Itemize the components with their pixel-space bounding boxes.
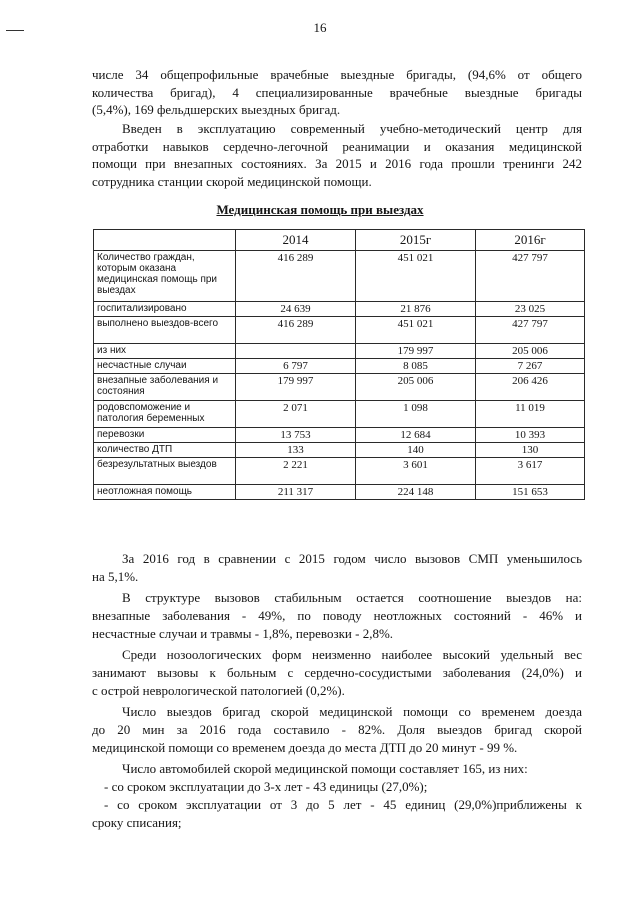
row-label: внезапные заболевания и состояния bbox=[94, 374, 236, 401]
value-2015: 224 148 bbox=[356, 485, 476, 500]
value-2015: 451 021 bbox=[356, 251, 476, 302]
table-row bbox=[94, 485, 585, 500]
table-caption: Медицинская помощь при выездах bbox=[216, 202, 424, 217]
value-2014: 211 317 bbox=[236, 485, 356, 500]
text-line: до 20 мин за 2016 года составило - 82%. Доля выездов бригад скорой bbox=[92, 722, 582, 737]
value-2014: 6 797 bbox=[236, 359, 356, 374]
table-row bbox=[94, 251, 585, 302]
row-label: Количество граждан, которым оказана медицинская помощь при выездах bbox=[94, 251, 236, 302]
value-2015: 21 876 bbox=[356, 302, 476, 317]
row-label: несчастные случаи bbox=[94, 359, 236, 374]
value-2015: 140 bbox=[356, 443, 476, 458]
text-line: внезапные заболевания - 49%, по поводу неотложных состояний - 46% и bbox=[92, 608, 582, 623]
text-line: За 2016 год в сравнении с 2015 годом число вызовов СМП уменьшилось bbox=[122, 551, 582, 566]
value-2014: 179 997 bbox=[236, 374, 356, 401]
row-label: госпитализировано bbox=[94, 302, 236, 317]
value-2015: 205 006 bbox=[356, 374, 476, 401]
value-2014: 2 221 bbox=[236, 458, 356, 485]
text-line: отработки навыков сердечно-легочной реанимации и оказания медицинской bbox=[92, 138, 582, 154]
value-2016: 151 653 bbox=[476, 485, 585, 500]
value-2016: 130 bbox=[476, 443, 585, 458]
value-2014: 24 639 bbox=[236, 302, 356, 317]
text-line: количества бригад), 4 специализированные врачебные выездные бригады bbox=[92, 84, 582, 100]
value-2016: 7 267 bbox=[476, 359, 585, 374]
value-2015: 179 997 bbox=[356, 344, 476, 359]
value-2015: 12 684 bbox=[356, 428, 476, 443]
text-line: сотрудника станции скорой медицинской помощи. bbox=[92, 173, 372, 189]
row-label: выполнено выездов-всего bbox=[94, 317, 236, 344]
row-label: из них bbox=[94, 344, 236, 359]
header-cell bbox=[94, 230, 236, 251]
table-row bbox=[94, 317, 585, 344]
table-row bbox=[94, 401, 585, 428]
text-line: числе 34 общепрофильные врачебные выездные бригады, (94,6% от общего bbox=[92, 67, 582, 82]
value-2015: 1 098 bbox=[356, 401, 476, 428]
text-line: Введен в эксплуатацию современный учебно-методический центр для bbox=[122, 121, 582, 136]
value-2015: 451 021 bbox=[356, 317, 476, 344]
header-cell: 2014 bbox=[236, 230, 356, 251]
intro-paragraph bbox=[92, 66, 582, 119]
row-label: безрезультатных выездов bbox=[94, 458, 236, 485]
table-row bbox=[94, 458, 585, 485]
text-line: занимают вызовы к больным с сердечно-сосудистыми заболевания (24,0%) и bbox=[92, 665, 582, 680]
text-line: несчастные случаи и травмы - 1,8%, перевозки - 2,8%. bbox=[92, 626, 394, 641]
medical-help-table bbox=[93, 229, 585, 500]
row-label: родовспоможение и патология беременных bbox=[94, 401, 236, 428]
value-2016: 206 426 bbox=[476, 374, 585, 401]
header-cell: 2015г bbox=[356, 230, 476, 251]
value-2014 bbox=[236, 344, 356, 359]
value-2016: 23 025 bbox=[476, 302, 585, 317]
page-number: 16 bbox=[313, 20, 327, 35]
table-row bbox=[94, 443, 585, 458]
row-label: количество ДТП bbox=[94, 443, 236, 458]
value-2016: 10 393 bbox=[476, 428, 585, 443]
value-2014: 416 289 bbox=[236, 317, 356, 344]
value-2016: 205 006 bbox=[476, 344, 585, 359]
value-2014: 13 753 bbox=[236, 428, 356, 443]
table-row bbox=[94, 302, 585, 317]
value-2014: 133 bbox=[236, 443, 356, 458]
text-line: помощи при внезапных состояниях. За 2015 и 2016 года прошли тренинги 242 bbox=[92, 156, 582, 171]
text-line: сроку списания; bbox=[92, 815, 182, 830]
text-line: Число автомобилей скорой медицинской помощи составляет 165, из них: bbox=[122, 761, 528, 776]
value-2016: 11 019 bbox=[476, 401, 585, 428]
value-2015: 3 601 bbox=[356, 458, 476, 485]
value-2015: 8 085 bbox=[356, 359, 476, 374]
list-item: - со сроком эксплуатации до 3-х лет - 43 единицы (27,0%); bbox=[104, 779, 428, 794]
text-line: медицинской помощи со временем доезда до места ДТП до 20 минут - 99 %. bbox=[92, 740, 518, 755]
value-2014: 416 289 bbox=[236, 251, 356, 302]
value-2016: 427 797 bbox=[476, 317, 585, 344]
text-line: с острой неврологической патологией (0,2%). bbox=[92, 683, 345, 698]
value-2014: 2 071 bbox=[236, 401, 356, 428]
table-row bbox=[94, 344, 585, 359]
text-line: Среди нозоологических форм неизменно наиболее высокий удельный вес bbox=[122, 647, 582, 662]
header-cell: 2016г bbox=[476, 230, 585, 251]
value-2016: 3 617 bbox=[476, 458, 585, 485]
table-row bbox=[94, 428, 585, 443]
table-header-row bbox=[94, 230, 585, 251]
value-2016: 427 797 bbox=[476, 251, 585, 302]
table-row bbox=[94, 359, 585, 374]
after-table-text bbox=[92, 550, 582, 832]
row-label: неотложная помощь bbox=[94, 485, 236, 500]
text-line: на 5,1%. bbox=[92, 569, 139, 584]
text-line: В структуре вызовов стабильным остается соотношение выездов на: bbox=[122, 590, 582, 605]
text-line: Число выездов бригад скорой медицинской помощи со временем доезда bbox=[122, 704, 582, 719]
text-line: (5,4%), 169 фельдшерских выездных бригад. bbox=[92, 102, 341, 117]
table-row bbox=[94, 374, 585, 401]
row-label: перевозки bbox=[94, 428, 236, 443]
list-item: - со сроком эксплуатации от 3 до 5 лет - 45 единиц (29,0%)приближены к bbox=[104, 797, 582, 812]
center-paragraph bbox=[92, 120, 582, 190]
